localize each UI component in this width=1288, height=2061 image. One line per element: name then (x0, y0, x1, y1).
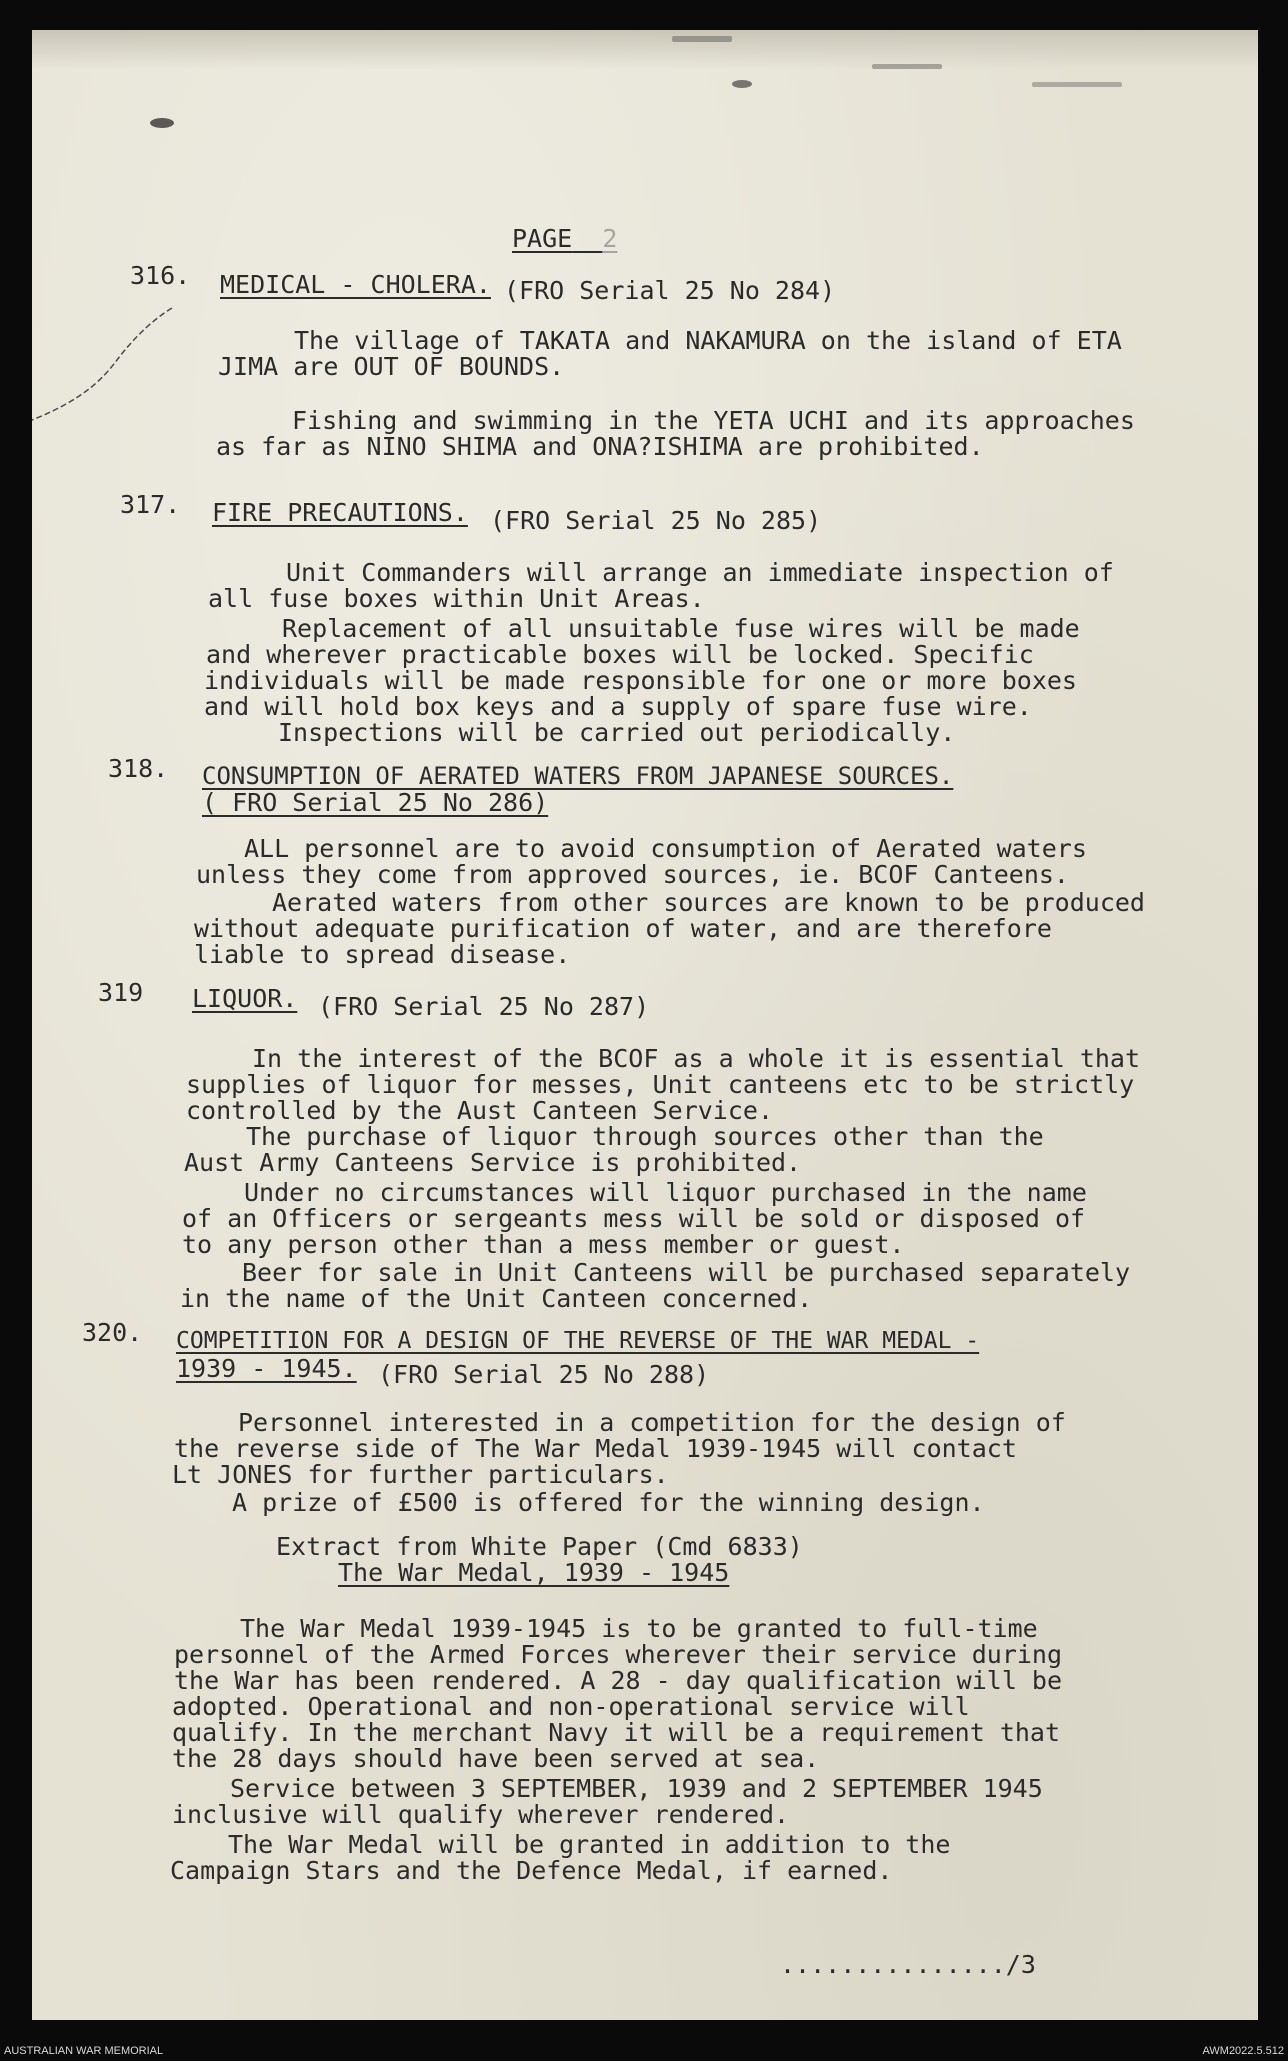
section-reference: (FRO Serial 25 No 288) (378, 1360, 710, 1389)
page-continuation: .............../3 (780, 1950, 1036, 1979)
body-line: controlled by the Aust Canteen Service. (186, 1096, 773, 1125)
body-line: of an Officers or sergeants mess will be sold or disposed of (182, 1204, 1086, 1233)
section-title: CONSUMPTION OF AERATED WATERS FROM JAPANESE SOURCES. (202, 762, 954, 790)
body-line: liable to spread disease. (194, 940, 571, 969)
ink-smudge (872, 64, 942, 69)
body-line: The village of TAKATA and NAKAMURA on the island of ETA (294, 326, 1122, 355)
section-title: COMPETITION FOR A DESIGN OF THE REVERSE OF THE WAR MEDAL - (176, 1328, 980, 1354)
body-line: the 28 days should have been served at sea. (172, 1744, 820, 1773)
document-page (32, 30, 1258, 2020)
section-reference: (FRO Serial 25 No 284) (504, 276, 836, 305)
body-line: Inspections will be carried out periodically. (278, 718, 956, 747)
body-line: Lt JONES for further particulars. (172, 1460, 669, 1489)
body-line: In the interest of the BCOF as a whole it is essential that (252, 1044, 1141, 1073)
body-line: and will hold box keys and a supply of spare fuse wire. (204, 692, 1032, 721)
section-reference: (FRO Serial 25 No 285) (490, 506, 822, 535)
body-line: The War Medal 1939-1945 is to be granted to full-time (240, 1614, 1038, 1643)
body-line: as far as NINO SHIMA and ONA?ISHIMA are prohibited. (216, 432, 984, 461)
body-line: to any person other than a mess member or guest. (182, 1230, 905, 1259)
ink-smudge (732, 80, 752, 88)
section-title: FIRE PRECAUTIONS. (212, 498, 468, 527)
body-line: the reverse side of The War Medal 1939-1945 will contact (174, 1434, 1017, 1463)
body-line: adopted. Operational and non-operational service will (172, 1692, 970, 1721)
page-label (512, 226, 617, 251)
body-line: qualify. In the merchant Navy it will be a requirement that (172, 1718, 1061, 1747)
body-line: A prize of £500 is offered for the winning design. (232, 1488, 985, 1517)
body-line: Fishing and swimming in the YETA UCHI and its approaches (292, 406, 1135, 435)
body-line: the War has been rendered. A 28 - day qualification will be (174, 1666, 1063, 1695)
body-line: in the name of the Unit Canteen concerned. (180, 1284, 813, 1313)
section-number: 319 (98, 978, 144, 1007)
section-reference: ( FRO Serial 25 No 286) (202, 788, 549, 817)
body-line: Personnel interested in a competition for the design of (238, 1408, 1066, 1437)
body-line: and wherever practicable boxes will be locked. Specific (206, 640, 1034, 669)
section-number: 320. (82, 1318, 143, 1347)
body-line: Campaign Stars and the Defence Medal, if earned. (170, 1856, 893, 1885)
extract-subheading: The War Medal, 1939 - 1945 (338, 1558, 730, 1587)
body-line: Aerated waters from other sources are known to be produced (272, 888, 1145, 917)
section-title-year: 1939 - 1945. (176, 1354, 357, 1383)
body-line: inclusive will qualify wherever rendered. (172, 1800, 790, 1829)
body-line: Aust Army Canteens Service is prohibited. (184, 1148, 802, 1177)
body-line: The War Medal will be granted in addition to the (228, 1830, 951, 1859)
body-line: individuals will be made responsible for one or more boxes (204, 666, 1077, 695)
ink-smudge (150, 118, 174, 128)
body-line: Replacement of all unsuitable fuse wires will be made (282, 614, 1080, 643)
margin-pencil-mark (32, 300, 182, 450)
body-line: supplies of liquor for messes, Unit canteens etc to be strictly (186, 1070, 1135, 1099)
section-title: LIQUOR. (192, 984, 298, 1013)
body-line: The purchase of liquor through sources other than the (246, 1122, 1044, 1151)
body-line: Unit Commanders will arrange an immediate inspection of (286, 558, 1114, 587)
footer-accession-number: AWM2022.5.512 (1202, 2045, 1284, 2057)
body-line: Service between 3 SEPTEMBER, 1939 and 2 SEPTEMBER 1945 (230, 1774, 1043, 1803)
body-line: unless they come from approved sources, ie. BCOF Canteens. (196, 860, 1069, 889)
paper-top-edge (32, 30, 1258, 70)
section-number: 316. (130, 261, 191, 290)
body-line: ALL personnel are to avoid consumption of Aerated waters (244, 834, 1087, 863)
page-label-text: PAGE (512, 224, 573, 253)
ink-smudge (1032, 82, 1122, 87)
ink-smudge (672, 36, 732, 42)
page-number: 2 (602, 224, 618, 253)
footer-archive-name: AUSTRALIAN WAR MEMORIAL (4, 2045, 164, 2057)
section-reference: (FRO Serial 25 No 287) (318, 992, 650, 1021)
body-line: Beer for sale in Unit Canteens will be purchased separately (242, 1258, 1131, 1287)
body-line: Under no circumstances will liquor purchased in the name (244, 1178, 1087, 1207)
body-line: JIMA are OUT OF BOUNDS. (218, 352, 565, 381)
section-number: 317. (120, 490, 181, 519)
extract-heading: Extract from White Paper (Cmd 6833) (276, 1532, 803, 1561)
body-line: all fuse boxes within Unit Areas. (208, 584, 705, 613)
body-line: without adequate purification of water, and are therefore (194, 914, 1052, 943)
body-line: personnel of the Armed Forces wherever their service during (174, 1640, 1063, 1669)
section-title: MEDICAL - CHOLERA. (220, 270, 491, 299)
section-number: 318. (108, 754, 169, 783)
